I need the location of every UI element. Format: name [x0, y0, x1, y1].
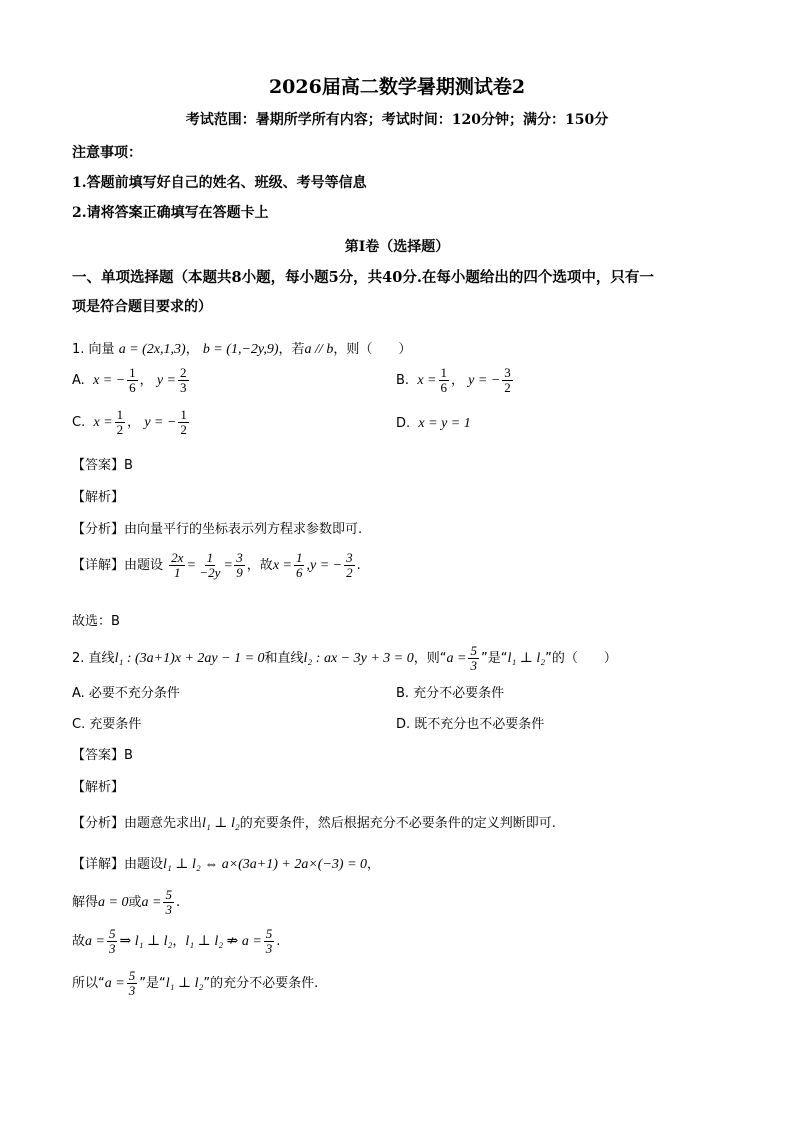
conclusion-middle: ”是“ — [139, 976, 166, 991]
fraction — [107, 927, 118, 956]
numerator: 1 — [440, 365, 447, 380]
fraction — [163, 888, 174, 917]
section-heading-line1: 一、单项选择题（本题共8小题，每小题5分，共40分.在每小题给出的四个选项中，只有一 — [72, 269, 654, 286]
fraction — [115, 408, 126, 437]
notice-heading: 注意事项： — [72, 145, 142, 161]
numerator: 1 — [116, 407, 124, 422]
numerator: 5 — [470, 643, 477, 658]
analysis-text — [72, 812, 556, 832]
fraction — [178, 408, 189, 437]
denominator: 6 — [295, 565, 303, 580]
answer-label: 【答案】B — [72, 458, 133, 473]
denominator: 9 — [236, 565, 243, 580]
a-value: a = — [85, 934, 105, 949]
solve-prefix: 解得 — [72, 895, 99, 910]
line-l2-equation: l₂ : ax − 3y + 3 = 0 — [303, 651, 414, 666]
analysis-label: 【解析】 — [72, 490, 125, 505]
option-a[interactable]: A. 必要不充分条件 — [72, 686, 180, 701]
detail-text — [72, 551, 361, 580]
separator: ， — [367, 857, 381, 872]
fraction — [178, 366, 189, 395]
option-b[interactable]: B. 充分不必要条件 — [396, 686, 505, 701]
implication: ⇒ l₁ ⊥ l₂ — [119, 934, 173, 949]
numerator: 1 — [295, 550, 303, 565]
denominator: 2 — [504, 380, 511, 395]
section-heading-line2: 项是符合题目要求的） — [72, 299, 212, 315]
numerator: 2 — [180, 365, 187, 380]
line-l1-equation: l₁ : (3a+1)x + 2ay − 1 = 0 — [114, 651, 265, 666]
conclusion-prefix: 所以“ — [72, 976, 105, 991]
denominator: −2y — [199, 565, 221, 580]
a-value: a = — [104, 976, 125, 991]
detail-prefix: 【详解】由题设 — [72, 857, 164, 872]
option-c[interactable] — [72, 408, 191, 437]
denominator: 3 — [470, 658, 477, 673]
denominator: 1 — [174, 565, 181, 580]
answer-label: 【答案】B — [72, 748, 133, 763]
question-2-stem — [72, 644, 617, 673]
conclusion-suffix: ”的充分不必要条件. — [203, 976, 319, 991]
numerator: 5 — [165, 887, 172, 902]
option-a[interactable] — [72, 366, 191, 395]
solution-a: a = — [141, 895, 162, 910]
option-d[interactable]: D. 既不充分也不必要条件 — [396, 717, 545, 732]
numerator: 1 — [206, 550, 214, 565]
conclusion-line — [72, 969, 318, 998]
fraction — [234, 551, 245, 580]
numerator: 5 — [128, 968, 136, 983]
equals: = — [187, 558, 196, 573]
separator: ， — [127, 415, 141, 430]
question-text: 向量 — [88, 342, 115, 357]
fraction — [344, 551, 355, 580]
denominator: 3 — [165, 902, 172, 917]
condition-prefix: ，若 — [278, 342, 305, 357]
detail-prefix: 【详解】由题设 — [72, 558, 164, 573]
question-text: ”是“ — [480, 651, 508, 666]
or-word: 或 — [128, 895, 142, 910]
option-d-text: x = y = 1 — [418, 416, 471, 431]
fraction — [197, 551, 222, 580]
part-title: 第I卷（选择题） — [344, 239, 450, 255]
a-value: a = — [446, 651, 467, 666]
fraction — [502, 366, 513, 395]
option-a-y: y = — [156, 373, 176, 388]
separator: ， — [185, 342, 199, 357]
so-prefix: 故 — [72, 934, 86, 949]
option-b-x: x = — [417, 373, 437, 388]
solution-zero: a = 0 — [98, 895, 129, 910]
non-implication: l₁ ⊥ l₂ ⇏ a = — [185, 934, 262, 949]
fraction — [294, 551, 305, 580]
question-text: 直线 — [88, 651, 115, 666]
analysis-label: 【解析】 — [72, 780, 125, 795]
implication-line — [72, 927, 280, 956]
parallel-condition: a // b — [304, 342, 334, 357]
exam-info: 考试范围：暑期所学所有内容；考试时间：120分钟；满分：150分 — [185, 112, 609, 128]
separator: ， — [451, 373, 465, 388]
equals: = — [224, 558, 233, 573]
notice-item-1: 1.答题前填写好自己的姓名、班级、考号等信息 — [72, 175, 367, 191]
page-title: 2026届高二数学暑期测试卷2 — [268, 76, 526, 98]
separator: ， — [139, 373, 153, 388]
numerator: 1 — [180, 407, 187, 422]
denominator: 2 — [346, 565, 353, 580]
numerator: 1 — [129, 365, 136, 380]
separator: , — [306, 558, 310, 573]
denominator: 3 — [128, 983, 136, 998]
fraction — [439, 366, 450, 395]
denominator: 6 — [129, 380, 136, 395]
option-label: C. — [72, 415, 86, 430]
option-a-x: x = − — [93, 373, 126, 388]
numerator: 3 — [236, 550, 243, 565]
fraction — [468, 644, 479, 673]
option-label: B. — [396, 373, 410, 388]
option-c-x: x = — [93, 415, 113, 430]
denominator: 3 — [180, 380, 187, 395]
question-text: ，则“ — [413, 651, 447, 666]
denominator: 3 — [265, 941, 273, 956]
choice-result: 故选：B — [72, 614, 120, 629]
fraction — [169, 551, 185, 580]
option-b[interactable] — [396, 366, 515, 395]
separator: ， — [172, 934, 186, 949]
solve-line — [72, 888, 180, 917]
option-label: D. — [396, 416, 411, 431]
numerator: 5 — [108, 926, 116, 941]
perpendicular-condition: l₁ ⊥ l₂ — [165, 976, 204, 991]
option-b-y: y = − — [468, 373, 501, 388]
denominator: 2 — [116, 422, 124, 437]
fraction — [127, 366, 138, 395]
analysis-suffix: 的充要条件，然后根据充分不必要条件的定义判断即可. — [239, 816, 556, 831]
x-value: x = — [272, 558, 292, 573]
vector-b: b = (1,−2y,9) — [202, 342, 279, 357]
option-d[interactable] — [396, 416, 471, 432]
fraction — [264, 927, 275, 956]
question-number: 1. — [72, 342, 85, 357]
fraction — [127, 969, 138, 998]
option-c[interactable]: C. 充要条件 — [72, 717, 142, 732]
period: . — [276, 934, 281, 949]
perpendicular-condition: l₁ ⊥ l₂ — [202, 816, 240, 831]
question-suffix: ”的（ ） — [545, 651, 617, 666]
numerator: 3 — [504, 365, 511, 380]
numerator: 3 — [346, 550, 353, 565]
numerator: 5 — [265, 926, 273, 941]
analysis-prefix: 【分析】由题意先求出 — [72, 816, 203, 831]
analysis-text: 【分析】由向量平行的坐标表示列方程求参数即可. — [72, 522, 363, 537]
question-text: 和直线 — [264, 651, 304, 666]
detail-equation: l₁ ⊥ l₂ ⇔ a×(3a+1) + 2a×(−3) = 0 — [163, 857, 368, 872]
option-label: A. — [72, 373, 85, 388]
question-1-stem — [72, 338, 411, 358]
denominator: 6 — [440, 380, 447, 395]
vector-a: a = (2x,1,3) — [118, 342, 186, 357]
question-suffix: ，则（ ） — [333, 342, 412, 357]
period: . — [175, 895, 181, 910]
detail-connector: ，故 — [246, 558, 273, 573]
denominator: 3 — [108, 941, 116, 956]
detail-text — [72, 853, 380, 873]
option-c-y: y = − — [144, 415, 177, 430]
y-value: y = − — [309, 558, 343, 573]
perpendicular-condition: l₁ ⊥ l₂ — [507, 651, 546, 666]
numerator: 2x — [171, 550, 184, 565]
question-number: 2. — [72, 651, 85, 666]
denominator: 2 — [180, 422, 187, 437]
notice-item-2: 2.请将答案正确填写在答题卡上 — [72, 205, 269, 221]
period: . — [356, 558, 361, 573]
